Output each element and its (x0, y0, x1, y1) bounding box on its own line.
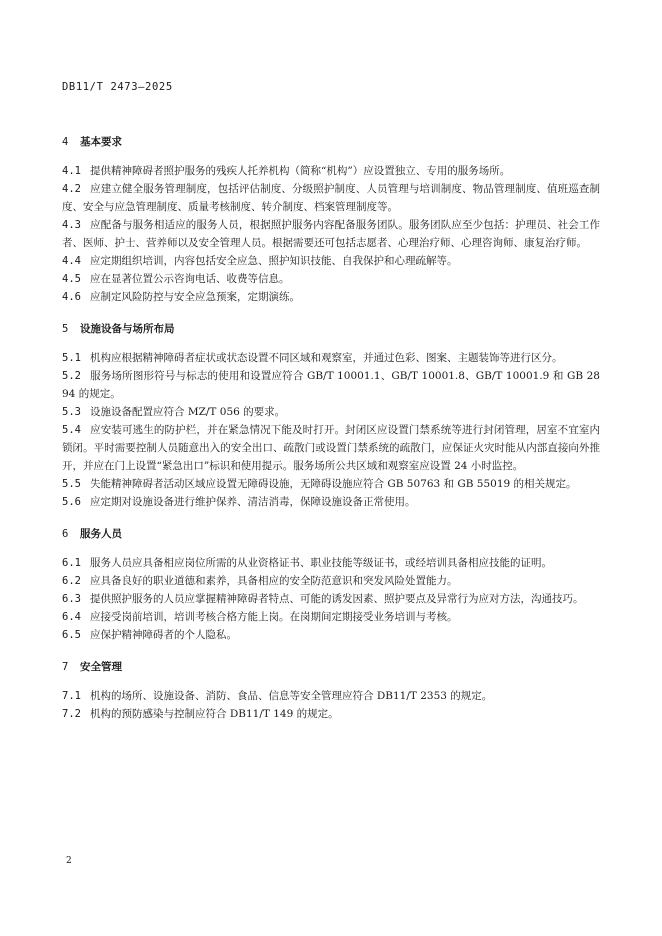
section-title: 服务人员 (80, 528, 122, 540)
clause-text: 机构应根据精神障碍者症状或状态设置不同区域和观察室，并通过色彩、图案、主题装饰等进行区分。 (90, 352, 563, 364)
clause-text: 机构的预防感染与控制应符合 DB11/T 149 的规定。 (90, 708, 339, 720)
clause-number: 5.2 (62, 370, 81, 382)
clause (62, 608, 600, 626)
clause (62, 705, 600, 723)
clause-number: 5.1 (62, 352, 81, 364)
clause-number: 5.4 (62, 424, 81, 436)
section-title: 基本要求 (80, 136, 122, 148)
section-number: 6 (62, 528, 69, 540)
clause (62, 367, 600, 403)
section-number: 5 (62, 323, 69, 335)
clause (62, 162, 600, 180)
section-title: 安全管理 (80, 661, 122, 673)
clause (62, 270, 600, 288)
clause-number: 4.5 (62, 273, 81, 285)
clause-number: 5.5 (62, 478, 81, 490)
clause-text: 服务场所图形符号与标志的使用和设置应符合 GB/T 10001.1、GB/T 10001.8、GB/T 10001.9 和 GB 2894 的规定。 (62, 370, 600, 400)
clause (62, 403, 600, 421)
section-number: 4 (62, 136, 69, 148)
clause-number: 6.5 (62, 629, 81, 641)
clause-number: 4.3 (62, 219, 81, 231)
section-heading (62, 523, 600, 545)
clause-text: 设施设备配置应符合 MZ/T 056 的要求。 (90, 406, 286, 418)
clause (62, 252, 600, 270)
section-heading (62, 656, 600, 678)
section-title: 设施设备与场所布局 (80, 323, 175, 335)
clause (62, 626, 600, 644)
section-heading (62, 318, 600, 340)
section-heading (62, 131, 600, 153)
clause (62, 687, 600, 705)
clause (62, 349, 600, 367)
clause-text: 服务人员应具备相应岗位所需的从业资格证书、职业技能等级证书，或经培训具备相应技能的证明。 (90, 557, 552, 569)
clause-number: 6.3 (62, 593, 81, 605)
document-body (62, 131, 600, 723)
document-code: DB11/T 2473—2025 (62, 81, 173, 93)
clause-text: 失能精神障碍者活动区域应设置无障碍设施，无障碍设施应符合 GB 50763 和 GB 55019 的相关规定。 (90, 478, 577, 490)
clause-text: 提供照护服务的人员应掌握精神障碍者特点、可能的诱发因素、照护要点及异常行为应对方法，沟通技巧。 (90, 593, 584, 605)
section-number: 7 (62, 661, 69, 673)
clause-text: 应建立健全服务管理制度，包括评估制度、分级照护制度、人员管理与培训制度、物品管理制度、值班巡查制度、安全与应急管理制度、质量考核制度、转介制度、档案管理制度等。 (62, 183, 600, 213)
clause-text: 应接受岗前培训，培训考核合格方能上岗。在岗期间定期接受业务培训与考核。 (90, 611, 458, 623)
clause-text: 应定期对设施设备进行维护保养、清洁消毒，保障设施设备正常使用。 (90, 496, 416, 508)
clause-number: 4.1 (62, 165, 81, 177)
clause (62, 216, 600, 252)
clause-text: 应安装可逃生的防护栏，并在紧急情况下能及时打开。封闭区应设置门禁系统等进行封闭管理，居室不宜室内锁闭。平时需要控制人员随意出入的安全出口、疏散门或设置门禁系统的疏散门，应保证火灾时能从内部直接向外推开，并应在门上设置“紧急出口”标识和使用提示。服务场所公共区域和观察室应设置 24 小时监控。 (62, 424, 600, 472)
clause (62, 180, 600, 216)
clause-text: 应保护精神障碍者的个人隐私。 (90, 629, 237, 641)
clause-number: 7.2 (62, 708, 81, 720)
clause-number: 5.6 (62, 496, 81, 508)
clause-number: 4.6 (62, 291, 81, 303)
clause-number: 6.4 (62, 611, 81, 623)
page-number: 2 (66, 856, 72, 866)
clause-text: 应制定风险防控与安全应急预案，定期演练。 (90, 291, 300, 303)
clause (62, 288, 600, 306)
clause-text: 应定期组织培训，内容包括安全应急、照护知识技能、自我保护和心理疏解等。 (90, 255, 458, 267)
clause (62, 590, 600, 608)
clause (62, 493, 600, 511)
clause-number: 5.3 (62, 406, 81, 418)
clause (62, 572, 600, 590)
clause (62, 475, 600, 493)
clause-number: 6.2 (62, 575, 81, 587)
clause-text: 应在显著位置公示咨询电话、收费等信息。 (90, 273, 290, 285)
clause (62, 554, 600, 572)
clause-text: 机构的场所、设施设备、消防、食品、信息等安全管理应符合 DB11/T 2353 的规定。 (90, 690, 493, 702)
clause-text: 应配备与服务相适应的服务人员，根据照护服务内容配备服务团队。服务团队应至少包括：护理员、社会工作者、医师、护士、营养师以及安全管理人员。根据需要还可包括志愿者、心理治疗师、心理咨询师、康复治疗师。 (62, 219, 600, 249)
clause-number: 6.1 (62, 557, 81, 569)
clause-number: 4.4 (62, 255, 81, 267)
clause-text: 提供精神障碍者照护服务的残疾人托养机构（简称“机构”）应设置独立、专用的服务场所。 (90, 165, 511, 177)
clause-number: 4.2 (62, 183, 81, 195)
clause (62, 421, 600, 475)
clause-text: 应具备良好的职业道德和素养，具备相应的安全防范意识和突发风险处置能力。 (90, 575, 458, 587)
clause-number: 7.1 (62, 690, 81, 702)
